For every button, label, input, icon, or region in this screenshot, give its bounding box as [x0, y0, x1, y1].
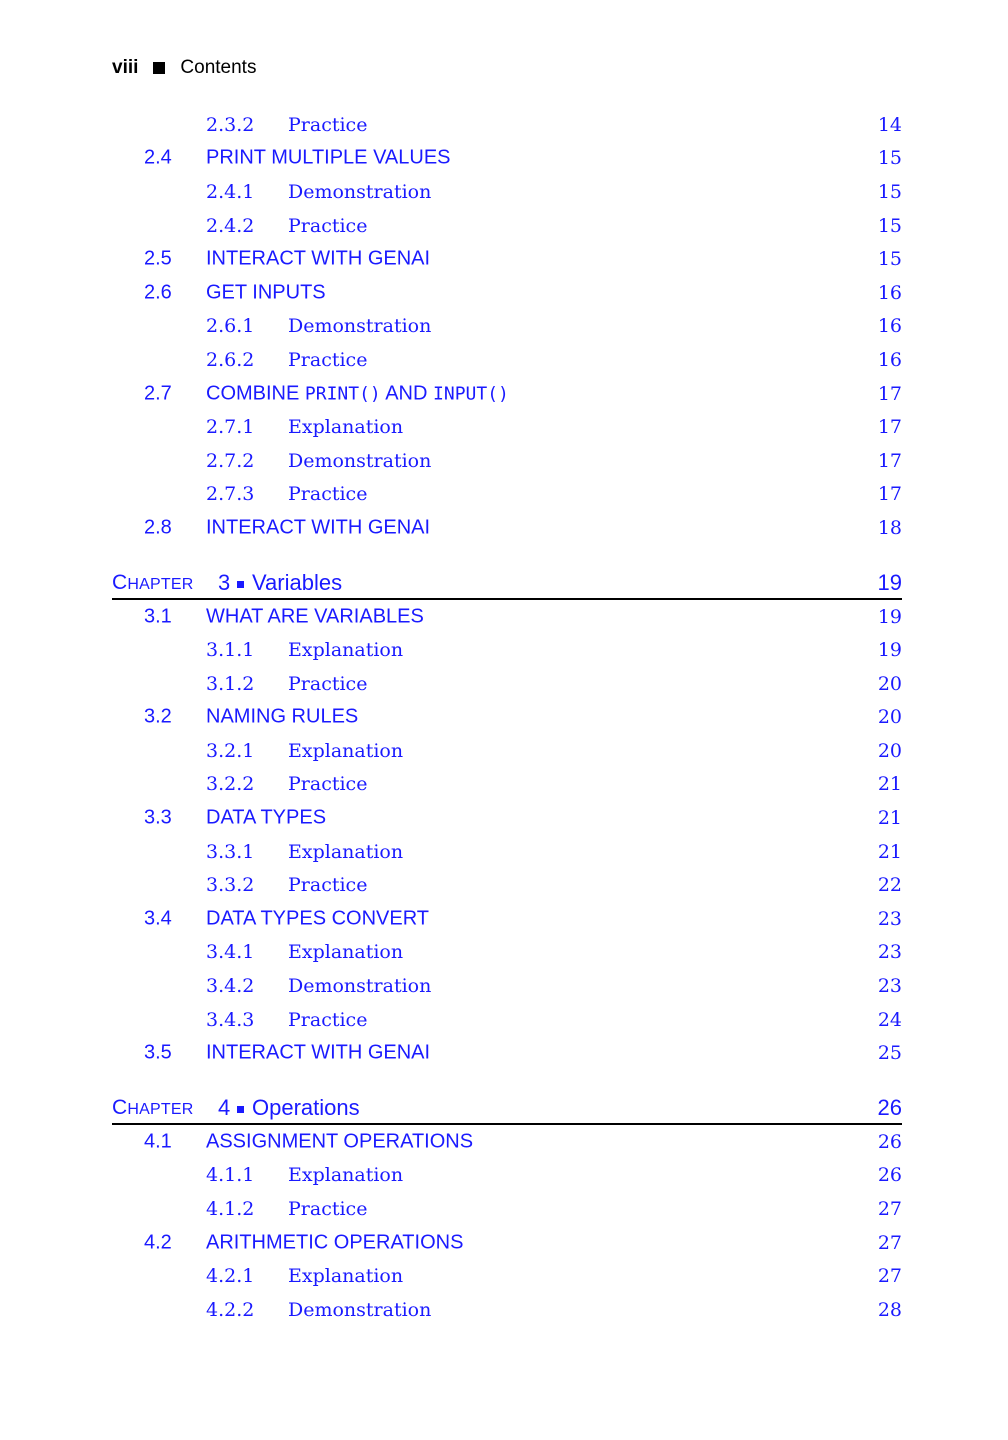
toc-entry-title: Demonstration [288, 180, 432, 203]
toc-entry-page: 20 [877, 739, 902, 762]
toc-entry-number: 3.2.1 [206, 739, 255, 762]
toc-entry-3-1[interactable] [112, 600, 902, 634]
toc-entry-4-2-1[interactable] [112, 1259, 902, 1293]
toc-entry-number: 2.6.1 [206, 315, 255, 338]
chapter-label-rest: HAPTER [127, 575, 194, 593]
toc-entry-number: 3.5 [144, 1041, 172, 1064]
toc-entry-3-2[interactable] [112, 701, 902, 735]
title-text-mid: AND [380, 382, 434, 405]
toc-entry-page: 27 [877, 1265, 902, 1288]
chapter-bullet-icon [237, 1106, 244, 1113]
toc-entry-page: 21 [877, 807, 902, 830]
toc-entry-3-3-1[interactable] [112, 835, 902, 869]
toc-entry-number: 2.8 [144, 516, 172, 539]
toc-entry-number: 2.7.3 [206, 483, 255, 506]
toc-entry-title: Explanation [288, 1164, 404, 1187]
toc-entry-title: GET INPUTS [206, 281, 326, 304]
chapter-page: 19 [877, 569, 902, 595]
toc-entry-4-2-2[interactable] [112, 1293, 902, 1327]
toc-entry-2-4-2[interactable] [112, 209, 902, 243]
toc-entry-number: 2.4 [144, 146, 172, 169]
toc-entry-3-4-3[interactable] [112, 1003, 902, 1037]
toc-entry-title: Practice [288, 113, 368, 136]
toc-entry-page: 23 [877, 907, 902, 930]
toc-entry-title: ASSIGNMENT OPERATIONS [206, 1130, 474, 1153]
toc-entry-2-4-1[interactable] [112, 175, 902, 209]
chapter-number: 3 [218, 569, 231, 595]
toc-entry-title: NAMING RULES [206, 705, 359, 728]
chapter-page: 26 [877, 1095, 902, 1121]
chapter-title: Variables [252, 569, 343, 595]
toc-entry-page: 19 [877, 605, 902, 628]
toc-entry-page: 23 [877, 941, 902, 964]
toc-entry-title: INTERACT WITH GENAI [206, 1041, 431, 1064]
chapter-label [112, 571, 193, 595]
toc-entry-page: 20 [877, 672, 902, 695]
chapter-label-initial: C [112, 1096, 128, 1120]
toc-entry-title: Practice [288, 348, 368, 371]
toc-entry-page: 15 [877, 180, 902, 203]
toc-entry-number: 4.1 [144, 1130, 172, 1153]
page-folio: viii [112, 57, 139, 78]
toc-entry-number: 2.6 [144, 281, 172, 304]
toc-entry-3-2-1[interactable] [112, 734, 902, 768]
toc-entry-2-6-2[interactable] [112, 343, 902, 377]
toc-entry-number: 3.3.1 [206, 840, 255, 863]
toc-entry-title: ARITHMETIC OPERATIONS [206, 1231, 464, 1254]
toc-entry-3-4[interactable] [112, 902, 902, 936]
toc-entry-2-4[interactable] [112, 142, 902, 176]
toc-entry-title: Explanation [288, 840, 404, 863]
toc-entry-title: Explanation [288, 416, 404, 439]
toc-entry-page: 21 [877, 840, 902, 863]
toc-entry-page: 17 [877, 483, 902, 506]
toc-entry-number: 2.4.2 [206, 214, 255, 237]
toc-entry-3-3[interactable] [112, 801, 902, 835]
toc-entry-page: 25 [877, 1042, 902, 1065]
toc-entry-2-5[interactable] [112, 242, 902, 276]
toc-entry-number: 3.1 [144, 605, 172, 628]
chapter-label [112, 1096, 193, 1120]
toc-entry-page: 18 [877, 516, 902, 539]
toc-entry-page: 22 [877, 874, 902, 897]
toc-chapter-4[interactable] [112, 1087, 902, 1125]
toc-entry-page: 28 [877, 1298, 902, 1321]
toc-entry-title: Demonstration [288, 1298, 432, 1321]
toc-entry-3-4-2[interactable] [112, 969, 902, 1003]
running-head-title: Contents [180, 57, 257, 78]
toc-entry-number: 3.1.2 [206, 672, 255, 695]
toc-entry-number: 2.3.2 [206, 113, 255, 136]
chapter-label-initial: C [112, 570, 128, 594]
toc-entry-title: Explanation [288, 941, 404, 964]
toc-entry-page: 14 [877, 113, 902, 136]
toc-entry-number: 2.7 [144, 382, 172, 405]
chapter-title: Operations [252, 1095, 360, 1121]
toc-entry-page: 17 [877, 416, 902, 439]
toc-entry-page: 19 [877, 639, 902, 662]
toc-entry-number: 4.1.2 [206, 1198, 255, 1221]
toc-entry-title: Explanation [288, 1265, 404, 1288]
toc-entry-number: 3.4 [144, 907, 172, 930]
toc-entry-2-6[interactable] [112, 276, 902, 310]
toc-entry-number: 2.7.2 [206, 449, 255, 472]
toc-entry-3-2-2[interactable] [112, 768, 902, 802]
toc-entry-page: 21 [877, 773, 902, 796]
toc-entry-page: 26 [877, 1164, 902, 1187]
toc-entry-page: 20 [877, 706, 902, 729]
toc-entry-4-2[interactable] [112, 1226, 902, 1260]
toc-entry-number: 2.6.2 [206, 348, 255, 371]
toc-entry-2-6-1[interactable] [112, 310, 902, 344]
toc-entry-3-5[interactable] [112, 1036, 902, 1070]
running-head [112, 56, 256, 80]
toc-entry-number: 4.1.1 [206, 1164, 255, 1187]
toc-entry-number: 3.1.1 [206, 639, 255, 662]
toc-chapter-3[interactable] [112, 562, 902, 600]
toc-entry-title: Demonstration [288, 449, 432, 472]
toc-entry-title: Explanation [288, 739, 404, 762]
toc-entry-title: Practice [288, 672, 368, 695]
toc-entry-page: 23 [877, 975, 902, 998]
toc-entry-title: Practice [288, 1198, 368, 1221]
toc-entry-page: 24 [877, 1008, 902, 1031]
toc-entry-3-3-2[interactable] [112, 868, 902, 902]
toc-entry-3-4-1[interactable] [112, 936, 902, 970]
toc-entry-title: Demonstration [288, 975, 432, 998]
toc-entry-number: 4.2 [144, 1231, 172, 1254]
title-text-pre: COMBINE [206, 382, 305, 405]
toc-entry-page: 15 [877, 147, 902, 170]
toc-entry-page: 17 [877, 449, 902, 472]
toc-entry-title: WHAT ARE VARIABLES [206, 605, 424, 628]
toc-entry-page: 16 [877, 315, 902, 338]
table-of-contents [112, 108, 902, 1327]
toc-entry-number: 4.2.2 [206, 1298, 255, 1321]
toc-entry-4-1[interactable] [112, 1125, 902, 1159]
chapter-number: 4 [218, 1095, 231, 1121]
toc-entry-page: 17 [877, 382, 902, 405]
toc-entry-number: 3.4.2 [206, 975, 255, 998]
square-bullet-icon [153, 62, 165, 74]
toc-entry-number: 2.4.1 [206, 180, 255, 203]
toc-entry-title: PRINT MULTIPLE VALUES [206, 146, 451, 169]
toc-entry-3-1-1[interactable] [112, 633, 902, 667]
toc-entry-title: DATA TYPES CONVERT [206, 907, 430, 930]
chapter-label-rest: HAPTER [127, 1101, 194, 1119]
toc-entry-2-3-2[interactable] [112, 108, 902, 142]
toc-entry-title: Practice [288, 1008, 368, 1031]
code-print: PRINT() [304, 383, 381, 405]
toc-entry-number: 3.4.1 [206, 941, 255, 964]
toc-entry-number: 2.5 [144, 247, 172, 270]
toc-entry-number: 3.2.2 [206, 773, 255, 796]
toc-entry-page: 16 [877, 281, 902, 304]
toc-entry-title: Practice [288, 483, 368, 506]
toc-entry-number: 3.2 [144, 705, 172, 728]
code-input: INPUT() [433, 383, 509, 405]
toc-entry-number: 2.7.1 [206, 416, 255, 439]
toc-entry-page: 15 [877, 214, 902, 237]
toc-entry-2-7[interactable] [112, 377, 902, 411]
toc-entry-title: DATA TYPES [206, 806, 327, 829]
toc-entry-4-1-2[interactable] [112, 1192, 902, 1226]
toc-entry-number: 3.4.3 [206, 1008, 255, 1031]
toc-entry-title: Practice [288, 214, 368, 237]
toc-entry-2-7-1[interactable] [112, 410, 902, 444]
toc-entry-page: 15 [877, 248, 902, 271]
toc-entry-title: INTERACT WITH GENAI [206, 247, 431, 270]
toc-entry-number: 3.3.2 [206, 874, 255, 897]
toc-entry-title: Demonstration [288, 315, 432, 338]
toc-entry-title [206, 382, 509, 405]
toc-entry-title: INTERACT WITH GENAI [206, 516, 431, 539]
toc-entry-page: 27 [877, 1198, 902, 1221]
toc-entry-page: 27 [877, 1231, 902, 1254]
toc-entry-number: 3.3 [144, 806, 172, 829]
toc-entry-title: Practice [288, 773, 368, 796]
toc-entry-title: Explanation [288, 639, 404, 662]
chapter-bullet-icon [237, 581, 244, 588]
toc-entry-2-7-3[interactable] [112, 478, 902, 512]
toc-entry-page: 26 [877, 1130, 902, 1153]
toc-entry-3-1-2[interactable] [112, 667, 902, 701]
toc-entry-title: Practice [288, 874, 368, 897]
toc-entry-4-1-1[interactable] [112, 1159, 902, 1193]
toc-entry-page: 16 [877, 348, 902, 371]
toc-entry-2-8[interactable] [112, 511, 902, 545]
toc-entry-number: 4.2.1 [206, 1265, 255, 1288]
toc-entry-2-7-2[interactable] [112, 444, 902, 478]
